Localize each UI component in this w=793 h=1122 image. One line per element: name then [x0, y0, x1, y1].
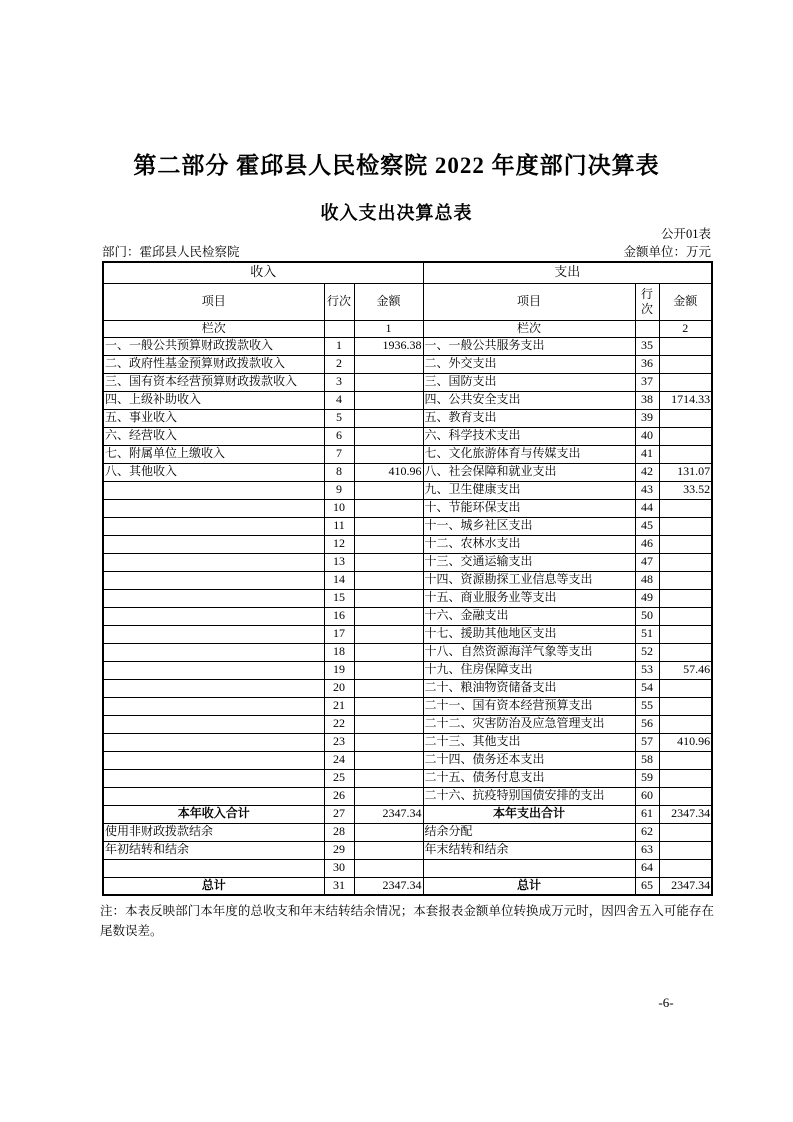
expense-item-cell: 八、社会保障和就业支出 — [423, 463, 635, 481]
expense-amount-cell — [659, 697, 712, 715]
expense-item-cell: 二十四、债务还本支出 — [423, 751, 635, 769]
expense-rowno-cell: 52 — [635, 643, 659, 661]
expense-item-cell: 五、教育支出 — [423, 409, 635, 427]
income-rowno-cell: 7 — [324, 445, 354, 463]
expense-item-cell: 十一、城乡社区支出 — [423, 517, 635, 535]
expense-item-cell: 十七、援助其他地区支出 — [423, 625, 635, 643]
income-column-number: 1 — [354, 320, 423, 337]
column-header-row — [103, 283, 712, 320]
table-row — [103, 337, 712, 355]
income-amount-cell: 2347.34 — [354, 877, 423, 895]
income-item-cell: 本年收入合计 — [103, 805, 324, 823]
income-rowno-cell: 23 — [324, 733, 354, 751]
income-amount-cell — [354, 571, 423, 589]
income-rowno-cell: 19 — [324, 661, 354, 679]
expense-rowno-cell: 50 — [635, 607, 659, 625]
expense-amount-cell — [659, 427, 712, 445]
expense-rowno-cell: 47 — [635, 553, 659, 571]
income-rowno-cell: 28 — [324, 823, 354, 841]
table-row — [103, 679, 712, 697]
page-title: 第二部分 霍邱县人民检察院 2022 年度部门决算表 — [133, 153, 660, 178]
table-row — [103, 823, 712, 841]
expense-rowno-header: 行次 — [635, 283, 659, 320]
income-item-cell: 五、事业收入 — [103, 409, 324, 427]
income-rowno-cell: 11 — [324, 517, 354, 535]
expense-amount-cell: 1714.33 — [659, 391, 712, 409]
income-amount-cell — [354, 751, 423, 769]
income-amount-header: 金额 — [354, 283, 423, 320]
income-rowno-cell: 15 — [324, 589, 354, 607]
income-item-cell — [103, 625, 324, 643]
table-row — [103, 607, 712, 625]
expense-rowno-cell: 36 — [635, 355, 659, 373]
expense-item-cell: 十、节能环保支出 — [423, 499, 635, 517]
income-rowno-cell: 14 — [324, 571, 354, 589]
income-amount-cell — [354, 499, 423, 517]
expense-rowno-cell: 54 — [635, 679, 659, 697]
expense-rowno-cell: 43 — [635, 481, 659, 499]
income-amount-cell — [354, 859, 423, 877]
income-amount-cell — [354, 625, 423, 643]
income-item-cell — [103, 535, 324, 553]
income-item-cell — [103, 679, 324, 697]
expense-item-cell: 十九、住房保障支出 — [423, 661, 635, 679]
table-footnote: 注：本表反映部门本年度的总收支和年末结转结余情况；本套报表金额单位转换成万元时，因四舍五入可能存在尾数误差。 — [100, 904, 714, 938]
expense-amount-cell — [659, 787, 712, 805]
income-item-cell: 八、其他收入 — [103, 463, 324, 481]
expense-item-cell: 十三、交通运输支出 — [423, 553, 635, 571]
expense-amount-cell — [659, 373, 712, 391]
income-item-cell — [103, 751, 324, 769]
expense-rowno-cell: 61 — [635, 805, 659, 823]
income-rowno-cell: 1 — [324, 337, 354, 355]
income-rowno-cell: 13 — [324, 553, 354, 571]
expense-amount-cell: 131.07 — [659, 463, 712, 481]
expense-rowno-cell: 38 — [635, 391, 659, 409]
expense-item-cell: 四、公共安全支出 — [423, 391, 635, 409]
income-rowno-cell: 6 — [324, 427, 354, 445]
expense-item-cell: 年末结转和结余 — [423, 841, 635, 859]
income-item-cell: 年初结转和结余 — [103, 841, 324, 859]
income-item-cell: 四、上级补助收入 — [103, 391, 324, 409]
table-row — [103, 661, 712, 679]
expense-rowno-cell: 58 — [635, 751, 659, 769]
table-row — [103, 589, 712, 607]
income-amount-cell — [354, 661, 423, 679]
expense-rowno-cell: 42 — [635, 463, 659, 481]
expense-item-cell: 二十二、灾害防治及应急管理支出 — [423, 715, 635, 733]
expense-item-cell: 总计 — [423, 877, 635, 895]
income-rowno-cell: 16 — [324, 607, 354, 625]
expense-amount-cell — [659, 643, 712, 661]
table-row — [103, 859, 712, 877]
expense-rowno-cell: 49 — [635, 589, 659, 607]
expense-rowno-cell: 63 — [635, 841, 659, 859]
income-rowno-cell: 21 — [324, 697, 354, 715]
table-row — [103, 751, 712, 769]
income-rowno-cell: 18 — [324, 643, 354, 661]
income-item-cell: 总计 — [103, 877, 324, 895]
expense-amount-cell: 33.52 — [659, 481, 712, 499]
table-row — [103, 463, 712, 481]
income-amount-cell — [354, 535, 423, 553]
income-item-cell — [103, 859, 324, 877]
income-rowno-cell: 8 — [324, 463, 354, 481]
income-amount-cell: 1936.38 — [354, 337, 423, 355]
table-row — [103, 715, 712, 733]
income-item-cell: 使用非财政拨款结余 — [103, 823, 324, 841]
income-amount-cell — [354, 715, 423, 733]
expense-item-cell: 十六、金融支出 — [423, 607, 635, 625]
expense-rowno-cell: 41 — [635, 445, 659, 463]
income-item-cell — [103, 607, 324, 625]
expense-column-number: 2 — [659, 320, 712, 337]
income-amount-cell — [354, 787, 423, 805]
table-row — [103, 625, 712, 643]
expense-item-cell: 十二、农林水支出 — [423, 535, 635, 553]
expense-item-cell: 二十、粮油物资储备支出 — [423, 679, 635, 697]
expense-item-cell: 二十一、国有资本经营预算支出 — [423, 697, 635, 715]
table-row — [103, 517, 712, 535]
income-item-cell — [103, 715, 324, 733]
income-amount-cell — [354, 589, 423, 607]
income-amount-cell — [354, 517, 423, 535]
expense-rowno-cell: 44 — [635, 499, 659, 517]
income-item-cell — [103, 787, 324, 805]
table-row — [103, 391, 712, 409]
expense-item-cell: 七、文化旅游体育与传媒支出 — [423, 445, 635, 463]
expense-rowno-cell: 55 — [635, 697, 659, 715]
table-row — [103, 805, 712, 823]
expense-rowno-cell: 48 — [635, 571, 659, 589]
expense-item-cell: 二十三、其他支出 — [423, 733, 635, 751]
income-item-cell — [103, 769, 324, 787]
income-amount-cell — [354, 445, 423, 463]
expense-amount-cell — [659, 625, 712, 643]
income-item-cell — [103, 733, 324, 751]
table-row — [103, 571, 712, 589]
income-item-cell — [103, 643, 324, 661]
expense-item-cell: 十八、自然资源海洋气象等支出 — [423, 643, 635, 661]
expense-item-header: 项目 — [423, 283, 635, 320]
income-rowno-cell: 9 — [324, 481, 354, 499]
expense-amount-cell — [659, 715, 712, 733]
income-rowno-cell: 3 — [324, 373, 354, 391]
expense-rowno-cell: 46 — [635, 535, 659, 553]
expense-amount-cell — [659, 445, 712, 463]
column-number-row — [103, 320, 712, 337]
income-item-cell: 六、经营收入 — [103, 427, 324, 445]
expense-item-cell: 六、科学技术支出 — [423, 427, 635, 445]
income-rowno-cell: 10 — [324, 499, 354, 517]
income-item-cell: 三、国有资本经营预算财政拨款收入 — [103, 373, 324, 391]
table-row — [103, 445, 712, 463]
income-rowno-cell: 26 — [324, 787, 354, 805]
expense-item-cell: 一、一般公共服务支出 — [423, 337, 635, 355]
income-item-cell: 一、一般公共预算财政拨款收入 — [103, 337, 324, 355]
expense-amount-cell — [659, 589, 712, 607]
expense-item-cell: 三、国防支出 — [423, 373, 635, 391]
table-row — [103, 409, 712, 427]
income-amount-cell — [354, 697, 423, 715]
table-title: 收入支出决算总表 — [320, 203, 473, 224]
expense-rowno-cell: 56 — [635, 715, 659, 733]
page-number: -6- — [658, 995, 674, 1010]
income-rowno-cell: 5 — [324, 409, 354, 427]
expense-item-cell: 二、外交支出 — [423, 355, 635, 373]
section-header-row — [103, 262, 712, 283]
expense-amount-cell — [659, 769, 712, 787]
table-row — [103, 697, 712, 715]
public-table-label: 公开01表 — [660, 227, 711, 241]
expense-amount-cell — [659, 751, 712, 769]
table-row — [103, 355, 712, 373]
income-item-cell — [103, 571, 324, 589]
income-amount-cell: 2347.34 — [354, 805, 423, 823]
income-amount-cell — [354, 427, 423, 445]
income-rowno-cell: 4 — [324, 391, 354, 409]
expense-amount-cell — [659, 553, 712, 571]
expense-item-cell: 本年支出合计 — [423, 805, 635, 823]
income-amount-cell — [354, 373, 423, 391]
income-rowno-cell: 12 — [324, 535, 354, 553]
expense-rowno-cell: 60 — [635, 787, 659, 805]
income-item-cell — [103, 499, 324, 517]
expense-rowno-cell: 45 — [635, 517, 659, 535]
income-rowno-cell: 22 — [324, 715, 354, 733]
expense-rowno-cell: 40 — [635, 427, 659, 445]
income-item-cell — [103, 553, 324, 571]
expense-amount-cell — [659, 859, 712, 877]
income-amount-cell — [354, 643, 423, 661]
income-amount-cell — [354, 823, 423, 841]
unit-label: 金额单位：万元 — [623, 245, 711, 259]
expense-item-cell: 结余分配 — [423, 823, 635, 841]
income-item-cell — [103, 697, 324, 715]
income-item-cell — [103, 589, 324, 607]
expense-amount-cell: 410.96 — [659, 733, 712, 751]
income-rowno-cell: 31 — [324, 877, 354, 895]
income-amount-cell — [354, 553, 423, 571]
income-amount-cell — [354, 841, 423, 859]
table-row — [103, 841, 712, 859]
expense-amount-cell — [659, 679, 712, 697]
table-meta-row — [102, 242, 711, 260]
expense-amount-cell — [659, 337, 712, 355]
income-item-header: 项目 — [103, 283, 324, 320]
department-label: 部门：霍邱县人民检察院 — [102, 245, 240, 259]
expense-rowno-cell: 39 — [635, 409, 659, 427]
income-amount-cell — [354, 733, 423, 751]
table-row — [103, 553, 712, 571]
table-row — [103, 787, 712, 805]
expense-item-cell: 十五、商业服务业等支出 — [423, 589, 635, 607]
expense-amount-cell — [659, 355, 712, 373]
expense-rowno-cell: 57 — [635, 733, 659, 751]
expense-amount-cell: 2347.34 — [659, 805, 712, 823]
expense-amount-cell: 57.46 — [659, 661, 712, 679]
expense-amount-cell: 2347.34 — [659, 877, 712, 895]
expense-amount-cell — [659, 517, 712, 535]
expense-rowno-cell: 53 — [635, 661, 659, 679]
expense-rowno-cell: 35 — [635, 337, 659, 355]
income-lanci-label: 栏次 — [103, 320, 324, 337]
income-rowno-cell: 24 — [324, 751, 354, 769]
expense-amount-header: 金额 — [659, 283, 712, 320]
expense-lanci-label: 栏次 — [423, 320, 635, 337]
income-amount-cell — [354, 481, 423, 499]
expense-item-cell: 十四、资源勘探工业信息等支出 — [423, 571, 635, 589]
expense-item-cell: 二十五、债务付息支出 — [423, 769, 635, 787]
income-amount-cell — [354, 679, 423, 697]
expense-amount-cell — [659, 409, 712, 427]
income-item-cell: 七、附属单位上缴收入 — [103, 445, 324, 463]
income-amount-cell — [354, 769, 423, 787]
expense-amount-cell — [659, 499, 712, 517]
income-rowno-header: 行次 — [324, 283, 354, 320]
expense-amount-cell — [659, 841, 712, 859]
expense-item-cell: 九、卫生健康支出 — [423, 481, 635, 499]
income-rowno-cell: 25 — [324, 769, 354, 787]
table-row — [103, 499, 712, 517]
final-accounts-table — [102, 261, 713, 896]
expense-amount-cell — [659, 535, 712, 553]
table-row — [103, 535, 712, 553]
expense-amount-cell — [659, 823, 712, 841]
expense-section-header: 支出 — [423, 262, 712, 283]
income-rowno-cell: 2 — [324, 355, 354, 373]
expense-rowno-cell: 64 — [635, 859, 659, 877]
table-row — [103, 643, 712, 661]
table-row — [103, 877, 712, 895]
income-item-cell — [103, 517, 324, 535]
expense-item-cell — [423, 859, 635, 877]
expense-item-cell: 二十六、抗疫特别国债安排的支出 — [423, 787, 635, 805]
income-item-cell: 二、政府性基金预算财政拨款收入 — [103, 355, 324, 373]
table-row — [103, 373, 712, 391]
income-amount-cell — [354, 355, 423, 373]
expense-rowno-cell: 51 — [635, 625, 659, 643]
income-rowno-cell: 20 — [324, 679, 354, 697]
expense-amount-cell — [659, 571, 712, 589]
income-rowno-cell: 27 — [324, 805, 354, 823]
income-item-cell — [103, 661, 324, 679]
expense-rowno-cell: 65 — [635, 877, 659, 895]
income-amount-cell — [354, 391, 423, 409]
income-amount-cell: 410.96 — [354, 463, 423, 481]
expense-rowno-cell: 59 — [635, 769, 659, 787]
expense-rowno-cell: 62 — [635, 823, 659, 841]
table-row — [103, 427, 712, 445]
table-row — [103, 769, 712, 787]
income-amount-cell — [354, 607, 423, 625]
income-lanci-blank — [324, 320, 354, 337]
table-row — [103, 733, 712, 751]
expense-amount-cell — [659, 607, 712, 625]
income-amount-cell — [354, 409, 423, 427]
income-rowno-cell: 17 — [324, 625, 354, 643]
income-item-cell — [103, 481, 324, 499]
expense-lanci-blank — [635, 320, 659, 337]
income-section-header: 收入 — [103, 262, 423, 283]
table-row — [103, 481, 712, 499]
expense-rowno-cell: 37 — [635, 373, 659, 391]
income-rowno-cell: 30 — [324, 859, 354, 877]
income-rowno-cell: 29 — [324, 841, 354, 859]
